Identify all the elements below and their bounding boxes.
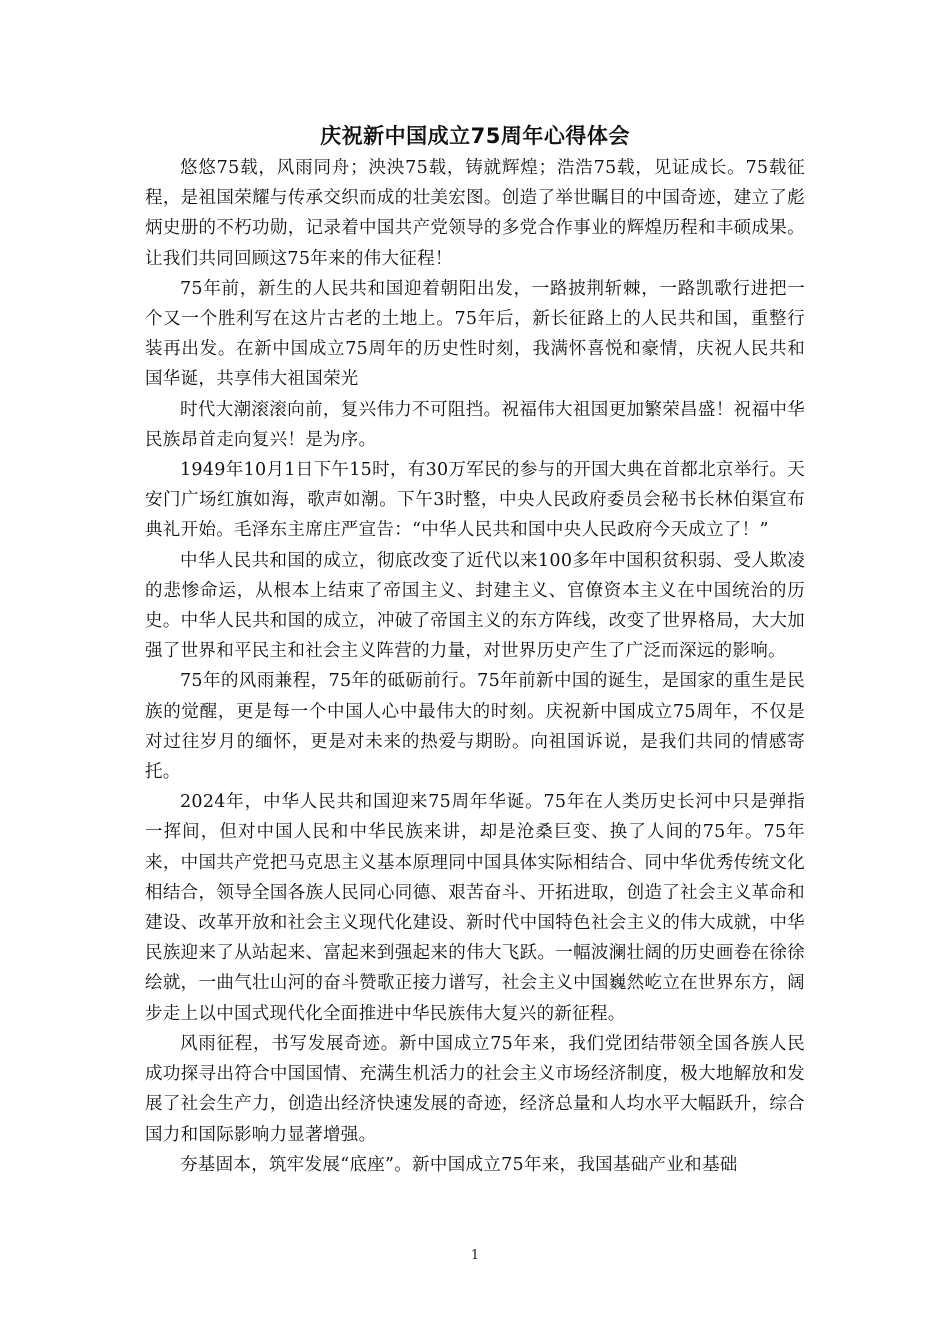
page-number: 1 <box>470 1248 480 1263</box>
paragraph: 1949年10月1日下午15时，有30万军民的参与的开国大典在首都北京举行。天安门广场红旗如海，歌声如潮。下午3时整，中央人民政府委员会秘书长林伯渠宣布典礼开始。毛泽东主席庄严宣告：“中华人民共和国中央人民政府今天成立了！” <box>145 460 805 541</box>
paragraph: 2024年，中华人民共和国迎来75周年华诞。75年在人类历史长河中只是弹指一挥间，但对中国人民和中华民族来讲，却是沧桑巨变、换了人间的75年。75年来，中国共产党把马克思主义基本原理同中国具体实际相结合、同中华优秀传统文化相结合，领导全国各族人民同心同德、艰苦奋斗、开拓进取，创造了社会主义革命和建设、改革开放和社会主义现代化建设、新时代中国特色社会主义的伟大成就，中华民族迎来了从站起来、富起来到强起来的伟大飞跃。一幅波澜壮阔的历史画卷在徐徐绘就，一曲气壮山河的奋斗赞歌正接力谱写，社会主义中国巍然屹立在世界东方，阔步走上以中国式现代化全面推进中华民族伟大复兴的新征程。 <box>145 792 805 1024</box>
paragraph: 时代大潮滚滚向前，复兴伟力不可阻挡。祝福伟大祖国更加繁荣昌盛！祝福中华民族昂首走向复兴！是为序。 <box>145 399 805 450</box>
paragraph: 风雨征程，书写发展奇迹。新中国成立75年来，我们党团结带领全国各族人民成功探寻出符合中国国情、充满生机活力的社会主义市场经济制度，极大地解放和发展了社会生产力，创造出经济快速发展的奇迹，经济总量和人均水平大幅跃升，综合国力和国际影响力显著增强。 <box>145 1033 805 1145</box>
document-body <box>145 153 805 1180</box>
document-title: 庆祝新中国成立75周年心得体会 <box>320 124 630 148</box>
paragraph: 夯基固本，筑牢发展“底座”。新中国成立75年来，我国基础产业和基础 <box>180 1154 738 1175</box>
paragraph: 75年前，新生的人民共和国迎着朝阳出发，一路披荆斩棘，一路凯歌行进把一个又一个胜利写在这片古老的土地上。75年后，新长征路上的人民共和国，重整行装再出发。在新中国成立75周年的历史性时刻，我满怀喜悦和豪情，庆祝人民共和国华诞，共享伟大祖国荣光 <box>145 278 805 390</box>
paragraph: 75年的风雨兼程，75年的砥砺前行。75年前新中国的诞生，是国家的重生是民族的觉醒，更是每一个中国人心中最伟大的时刻。庆祝新中国成立75周年，不仅是对过往岁月的缅怀，更是对未来的热爱与期盼。向祖国诉说，是我们共同的情感寄托。 <box>145 671 805 783</box>
paragraph: 悠悠75载，风雨同舟；泱泱75载，铸就辉煌；浩浩75载，见证成长。75载征程，是祖国荣耀与传承交织而成的壮美宏图。创造了举世瞩目的中国奇迹，建立了彪炳史册的不朽功勋，记录着中国共产党领导的多党合作事业的辉煌历程和丰硕成果。让我们共同回顾这75年来的伟大征程！ <box>145 158 805 269</box>
paragraph: 中华人民共和国的成立，彻底改变了近代以来100多年中国积贫积弱、受人欺凌的悲惨命运，从根本上结束了帝国主义、封建主义、官僚资本主义在中国统治的历史。中华人民共和国的成立，冲破了帝国主义的东方阵线，改变了世界格局，大大加强了世界和平民主和社会主义阵营的力量，对世界历史产生了广泛而深远的影响。 <box>145 550 805 662</box>
